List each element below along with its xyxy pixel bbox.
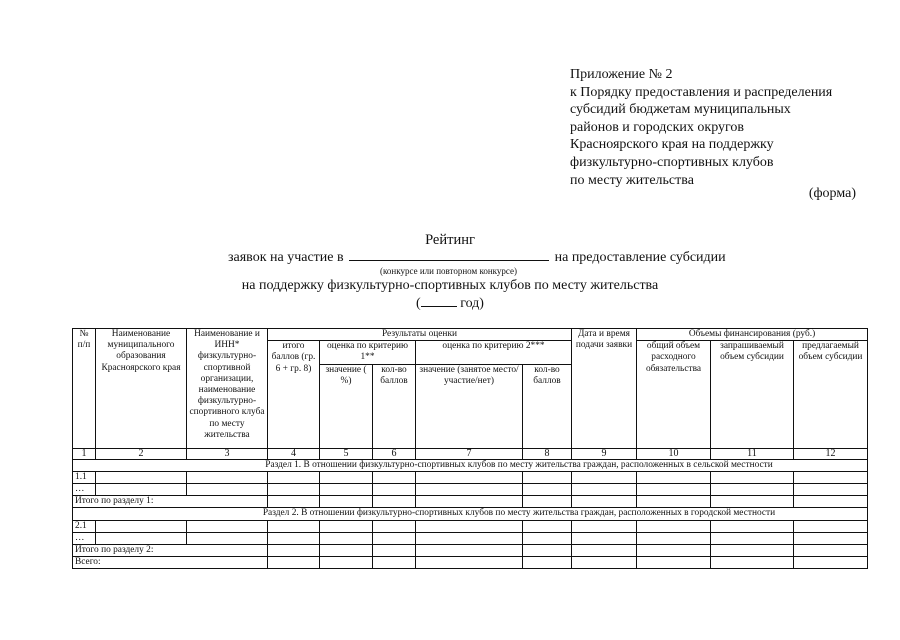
column-number: 8 <box>523 448 572 459</box>
appendix-line: физкультурно-спортивных клубов <box>570 154 774 170</box>
section-2-subtotal: Итого по разделу 2: <box>73 545 268 557</box>
header-criterion-2-points: кол-во баллов <box>523 364 572 448</box>
header-criterion-1-points: кол-во баллов <box>373 364 416 448</box>
section-2-header <box>73 508 868 520</box>
header-results: Результаты оценки <box>268 329 572 341</box>
header-funding-total: общий объем расходного обязательства <box>637 341 711 448</box>
blank-field-note: (конкурсе или повторном конкурсе) <box>380 266 518 276</box>
grand-total: Всего: <box>73 557 268 569</box>
column-number-row <box>73 448 868 459</box>
section-1-subtotal-row <box>73 496 868 508</box>
grand-total-row <box>73 557 868 569</box>
table-row <box>73 532 868 544</box>
row-number: … <box>73 484 96 496</box>
blank-field-year <box>421 294 457 307</box>
appendix-line: к Порядку предоставления и распределения <box>570 84 833 100</box>
column-number: 7 <box>416 448 523 459</box>
header-funding-proposed: предлагаемый объем субсидии <box>794 341 868 448</box>
header-funding-requested: запрашиваемый объем субсидии <box>711 341 794 448</box>
header-criterion-1-value: значение ( %) <box>320 364 373 448</box>
table-row <box>73 471 868 483</box>
header-total-points: итого баллов (гр. 6 + гр. 8) <box>268 341 320 448</box>
row-number: … <box>73 532 96 544</box>
title-line-3: на поддержку физкультурно-спортивных клубов по месту жительства <box>241 278 659 293</box>
title-line-2 <box>228 248 726 266</box>
table-row <box>73 484 868 496</box>
column-number: 2 <box>96 448 187 459</box>
title-line-year <box>0 294 900 312</box>
column-number: 12 <box>794 448 868 459</box>
column-number: 1 <box>73 448 96 459</box>
appendix-line: Приложение № 2 <box>570 67 673 82</box>
header-funding: Объемы финансирования (руб.) <box>637 329 868 341</box>
section-2-title: Раздел 2. В отношении физкультурно-спортивных клубов по месту жительства граждан, расположенных в городской местности <box>73 508 868 520</box>
appendix-line: по месту жительства <box>570 172 694 188</box>
column-number: 6 <box>373 448 416 459</box>
rating-table <box>72 328 868 569</box>
title-line-2-end: на предоставление субсидии <box>554 250 726 265</box>
page-title: Рейтинг <box>425 232 475 248</box>
year-open: ( <box>416 296 421 311</box>
title-line-2-start: заявок на участие в <box>228 250 344 265</box>
column-number: 11 <box>711 448 794 459</box>
header-criterion-1: оценка по критерию 1** <box>320 341 416 364</box>
header-date: Дата и время подачи заявки <box>572 329 637 449</box>
appendix-line: Красноярского края на поддержку <box>570 137 774 153</box>
column-number: 4 <box>268 448 320 459</box>
header-num: № п/п <box>73 329 96 449</box>
appendix-line: субсидий бюджетам муниципальных <box>570 102 791 118</box>
table-row <box>73 520 868 532</box>
header-row-1 <box>73 329 868 341</box>
header-club: Наименование и ИНН* физкультурно-спортивной организации, наименование физкультурно-спортивного клуба по месту жительства <box>187 329 268 449</box>
column-number: 5 <box>320 448 373 459</box>
form-label: (форма) <box>808 186 856 201</box>
section-1-title: Раздел 1. В отношении физкультурно-спортивных клубов по месту жительства граждан, расположенных в сельской местности <box>73 459 868 471</box>
column-number: 3 <box>187 448 268 459</box>
column-number: 9 <box>572 448 637 459</box>
header-municipality: Наименование муниципального образования Красноярского края <box>96 329 187 449</box>
header-criterion-2-value: значение (занятое место/участие/нет) <box>416 364 523 448</box>
section-1-header <box>73 459 868 471</box>
header-criterion-2: оценка по критерию 2*** <box>416 341 572 364</box>
appendix-block <box>570 66 870 189</box>
row-number: 1.1 <box>73 471 96 483</box>
section-1-subtotal: Итого по разделу 1: <box>73 496 268 508</box>
section-2-subtotal-row <box>73 545 868 557</box>
year-close: год) <box>456 296 484 311</box>
row-number: 2.1 <box>73 520 96 532</box>
column-number: 10 <box>637 448 711 459</box>
blank-field-contest <box>349 248 549 261</box>
appendix-line: районов и городских округов <box>570 119 745 135</box>
